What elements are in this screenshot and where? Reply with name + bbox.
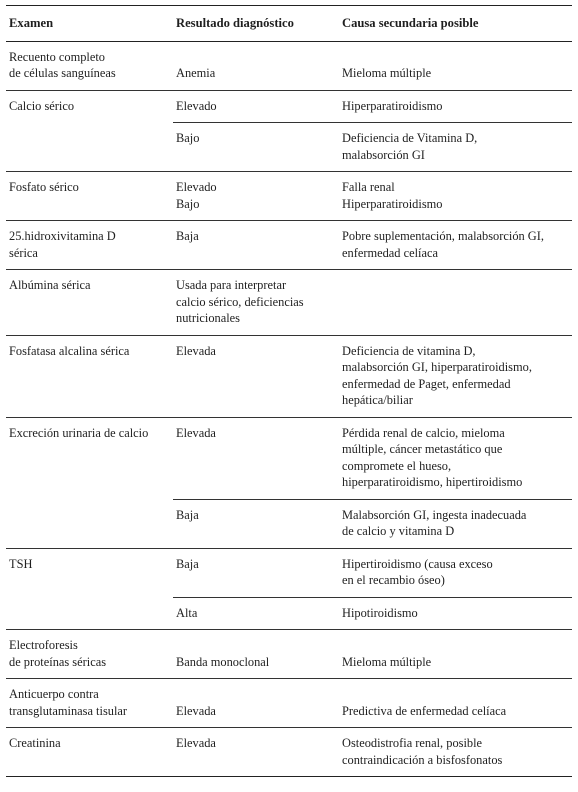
- cell-examen: Anticuerpo contra transglutaminasa tisular: [6, 679, 173, 728]
- cell-causa: Hipotiroidismo: [339, 597, 572, 630]
- cell-causa: Mieloma múltiple: [339, 41, 572, 90]
- cell-resultado: Elevada: [173, 679, 339, 728]
- cell-causa: Osteodistrofia renal, posible contraindicación a bisfosfonatos: [339, 728, 572, 777]
- table-row: [6, 172, 572, 221]
- table-row: [6, 499, 572, 548]
- header-resultado: Resultado diagnóstico: [173, 6, 339, 42]
- cell-resultado: Bajo: [173, 123, 339, 172]
- cell-causa: Deficiencia de Vitamina D, malabsorción GI: [339, 123, 572, 172]
- cell-causa: Malabsorción GI, ingesta inadecuada de calcio y vitamina D: [339, 499, 572, 548]
- cell-causa: Hiperparatiroidismo: [339, 90, 572, 123]
- cell-resultado: Baja: [173, 221, 339, 270]
- table-row: [6, 41, 572, 90]
- cell-causa: [339, 270, 572, 336]
- cell-examen: Albúmina sérica: [6, 270, 173, 336]
- table-row: [6, 679, 572, 728]
- cell-examen: Creatinina: [6, 728, 173, 777]
- header-causa: Causa secundaria posible: [339, 6, 572, 42]
- table-row: [6, 123, 572, 172]
- table-row: [6, 548, 572, 597]
- cell-examen: Fosfato sérico: [6, 172, 173, 221]
- cell-resultado: Elevada: [173, 417, 339, 499]
- cell-resultado: Anemia: [173, 41, 339, 90]
- cell-examen: [6, 123, 173, 172]
- cell-resultado: Alta: [173, 597, 339, 630]
- table-row: [6, 335, 572, 417]
- cell-causa: Predictiva de enfermedad celíaca: [339, 679, 572, 728]
- cell-resultado: Elevado Bajo: [173, 172, 339, 221]
- cell-examen: Calcio sérico: [9, 98, 75, 113]
- table-row: [6, 630, 572, 679]
- cell-resultado: Banda monoclonal: [173, 630, 339, 679]
- header-row: [6, 6, 572, 42]
- header-examen: Examen: [6, 6, 173, 42]
- table-row: [6, 728, 572, 777]
- table-row: [6, 270, 572, 336]
- cell-causa: Pobre suplementación, malabsorción GI, enfermedad celíaca: [339, 221, 572, 270]
- cell-causa: Falla renal Hiperparatiroidismo: [339, 172, 572, 221]
- cell-examen: [6, 597, 173, 630]
- cell-causa: Pérdida renal de calcio, mieloma múltiple, cáncer metastático que compromete el hueso, hiperparatiroidismo, hipertiroidismo: [339, 417, 572, 499]
- cell-examen: TSH: [9, 556, 33, 571]
- cell-examen: Electroforesis de proteínas séricas: [6, 630, 173, 679]
- cell-causa: Mieloma múltiple: [339, 630, 572, 679]
- cell-examen: [6, 499, 173, 548]
- diagnostic-table: [6, 5, 572, 777]
- cell-examen: Excreción urinaria de calcio: [9, 425, 149, 440]
- cell-causa: Hipertiroidismo (causa exceso en el recambio óseo): [339, 548, 572, 597]
- cell-resultado: Usada para interpretar calcio sérico, deficiencias nutricionales: [173, 270, 339, 336]
- table-row: [6, 597, 572, 630]
- cell-resultado: Elevado: [173, 90, 339, 123]
- cell-resultado: Baja: [173, 548, 339, 597]
- cell-resultado: Elevada: [173, 335, 339, 417]
- cell-causa: Deficiencia de vitamina D, malabsorción GI, hiperparatiroidismo, enfermedad de Paget, enfermedad hepática/biliar: [339, 335, 572, 417]
- cell-resultado: Elevada: [173, 728, 339, 777]
- table-row: [6, 221, 572, 270]
- cell-resultado: Baja: [173, 499, 339, 548]
- cell-examen: Fosfatasa alcalina sérica: [6, 335, 173, 417]
- cell-examen: Recuento completo de células sanguíneas: [6, 41, 173, 90]
- table-row: [6, 90, 572, 123]
- cell-examen: 25.hidroxivitamina D sérica: [6, 221, 173, 270]
- table-row: [6, 417, 572, 499]
